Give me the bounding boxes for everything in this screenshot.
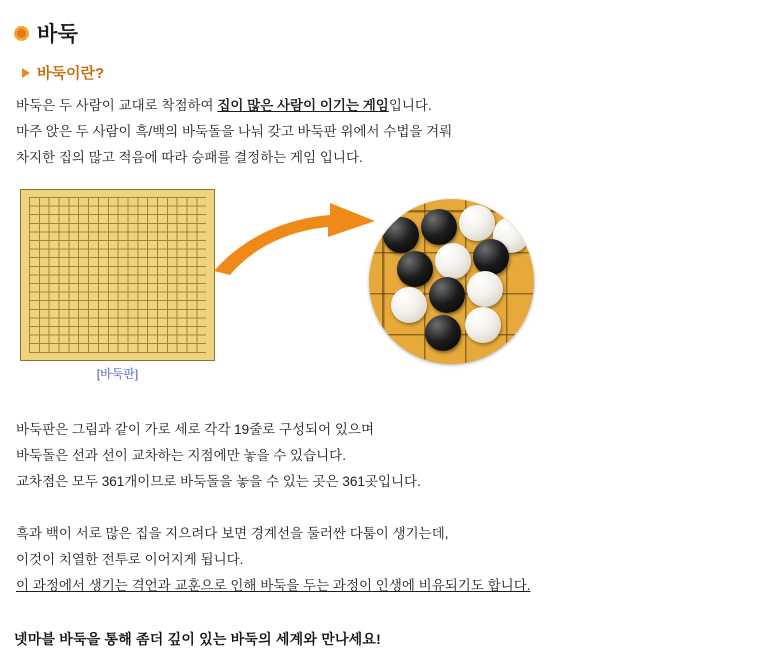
section-heading [22,62,775,83]
go-stone-black [397,251,433,287]
page-title [14,18,775,48]
figure-illustration [14,189,775,389]
go-stone-black [429,277,465,313]
intro-line-1-after: 입니다. [388,98,432,113]
intro-paragraph [16,93,775,171]
section-heading-label: 바둑이란? [37,65,105,82]
body-a-line-1: 바둑판은 그림과 같이 가로 세로 각각 19줄로 구성되어 있으며 [16,422,375,437]
board-caption: [바둑판] [96,367,139,381]
orange-dot-icon [14,26,29,41]
go-stone-black [421,209,457,245]
go-stone-black [473,239,509,275]
body-a-line-3: 교차점은 모두 361개이므로 바둑돌을 놓을 수 있는 곳은 361곳입니다. [16,474,421,489]
empty-go-board-image [20,189,215,361]
go-board-grid [29,197,206,353]
body-b-line-1: 흑과 백이 서로 많은 집을 지으려다 보면 경계선을 둘러싼 다툼이 생기는데, [16,526,449,541]
intro-line-1 [16,93,775,119]
magnified-go-board-image [369,199,534,364]
go-stone-white [465,307,501,343]
closing-message: 넷마블 바둑을 통해 좀더 깊이 있는 바둑의 세계와 만나세요! [14,631,381,647]
orange-curved-arrow-icon [210,197,380,277]
page-title-text: 바둑 [37,23,79,46]
body-b-line-2: 이것이 치열한 전투로 이어지게 됩니다. [16,552,244,567]
go-stone-black [425,315,461,351]
intro-line-1-emphasis: 집이 많은 사람이 이기는 게임 [217,98,389,113]
go-stone-white [467,271,503,307]
go-stone-white [459,205,495,241]
triangle-right-icon [22,68,30,78]
intro-line-1-before: 바둑은 두 사람이 교대로 착점하여 [16,98,218,113]
go-stone-white [391,287,427,323]
body-paragraph-a [16,417,775,495]
go-stone-white [435,243,471,279]
body-a-line-2: 바둑돌은 선과 선이 교차하는 지점에만 놓을 수 있습니다. [16,448,346,463]
intro-line-2: 마주 앉은 두 사람이 흑/백의 바둑돌을 나눠 갖고 바둑판 위에서 수법을 겨뤄 [16,124,453,139]
body-b-line-3-underlined: 이 과정에서 생기는 격언과 교훈으로 인해 바둑을 두는 과정이 인생에 비유되기도 합니다. [16,578,531,593]
intro-line-3: 차지한 집의 많고 적음에 따라 승패를 결정하는 게임 입니다. [16,150,363,165]
body-paragraph-b [16,521,775,599]
go-stone-black [383,217,419,253]
